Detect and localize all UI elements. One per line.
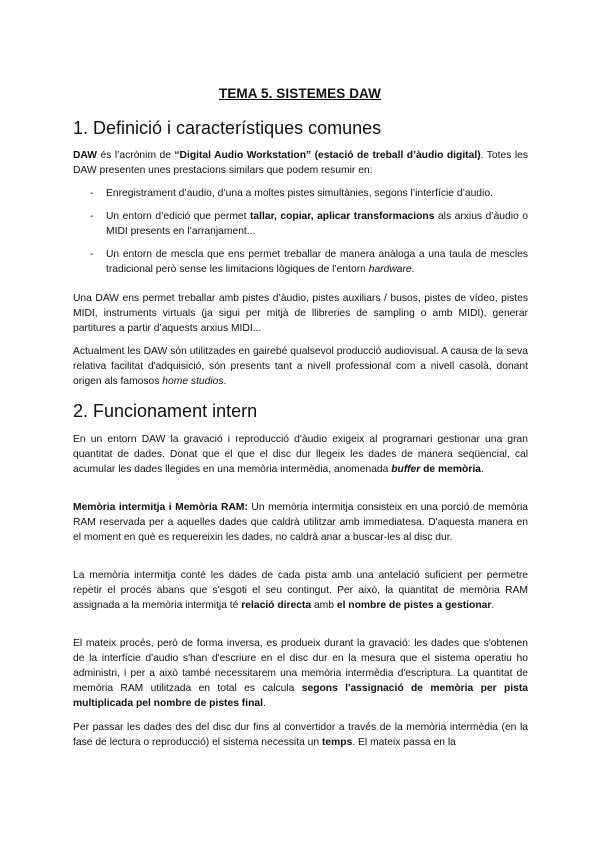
text: amb: [311, 600, 337, 611]
text: .: [411, 264, 415, 275]
bold-text: segons l'assignació de memòria per pista multiplicada pel nombre de pistes final: [73, 683, 528, 709]
text: La memòria intermitja conté les dades de cada pista amb una antelació suficient per permetre repetir el procés abans que s'esgoti el seu contingut. Per això, la quantitat de memòria RAM assignada a la memòria intermitja té: [73, 570, 528, 611]
list-item: [73, 209, 528, 239]
text: Enregistrament d’audio, d’una a moltes pistes simultànies, segons l’interfície d’audio.: [106, 188, 493, 199]
s1-feature-list: [73, 186, 528, 277]
bold-text: temps: [321, 737, 353, 748]
s1-paragraph-3: [73, 344, 528, 389]
italic-text: hardware: [368, 264, 412, 275]
text: als arxius d’àudio o MIDI presents en l’arranjament...: [106, 211, 528, 237]
text: és l’acrònim de: [97, 150, 175, 161]
text: En un entorn DAW la gravació i reproducció d'àudio exigeix al programari gestionar una gran quantitat de dades. Donat que el que el disc dur llegeix les dades de manera seqüencial, cal acumular les dades llegides en una memòria intermèdia, anomenada: [73, 434, 528, 475]
bold-text: el nombre de pistes a gestionar: [336, 600, 492, 611]
s2-paragraph-4: [73, 636, 528, 711]
daw-expansion: “Digital Audio Workstation” (estació de treball d’àudio digital): [174, 150, 481, 161]
text: .: [223, 376, 227, 387]
list-item: [73, 247, 528, 277]
s2-paragraph-2: [73, 500, 528, 545]
s2-paragraph-5: [73, 720, 528, 750]
text: . Totes les DAW presenten unes prestacions similars que podem resumir en:: [73, 150, 528, 176]
dash-bullet: -: [90, 188, 94, 199]
list-item: [73, 186, 528, 201]
section-2-heading: 2. Funcionament intern: [73, 401, 258, 421]
text: .: [491, 600, 495, 611]
section-1-heading: 1. Definició i característiques comunes: [73, 118, 382, 138]
bold-text: Memòria intermitja i Memòria RAM:: [73, 502, 248, 513]
s1-paragraph-2: Una DAW ens permet treballar amb pistes d’àudio, pistes auxiliars / busos, pistes de vídeo, pistes MIDI, instruments virtuals (ja sigui per mitjà de llibreries de sampling o amb MIDI), generar partitures a partir d’aquests arxius MIDI...: [73, 293, 528, 334]
text: Un entorn de mescla que ens permet treballar de manera anàloga a una taula de mescles tradicional però sense les limitacions lògiques de l’entorn: [106, 249, 528, 275]
bold-text: de memòria: [420, 464, 481, 475]
document-title: TEMA 5. SISTEMES DAW: [218, 86, 382, 101]
text: Un memòria intermitja consisteix en una porció de memòria RAM reservada per a aquelles dades que caldrà utilitzar amb immediatesa. D'aquesta manera en el moment en què es requereixin les dades, no caldrà anar a buscar-les al disc dur.: [73, 502, 529, 543]
italic-text: home studios: [162, 376, 224, 387]
dash-bullet: -: [90, 249, 94, 260]
s1-intro-paragraph: [73, 148, 528, 178]
bold-text: tallar, copiar, aplicar transformacions: [249, 211, 435, 222]
bold-text: relació directa: [241, 600, 312, 611]
text: .: [480, 464, 484, 475]
text: . El mateix passa en la: [352, 737, 456, 748]
s2-paragraph-3: [73, 568, 528, 613]
s2-paragraph-1: [73, 432, 528, 477]
text: Per passar les dades des del disc dur fins al convertidor a través de la memòria intermèdia (en la fase de lectura o reproducció) el sistema necessita un: [73, 722, 528, 748]
dash-bullet: -: [90, 211, 94, 222]
text: El mateix procés, però de forma inversa, es produeix durant la gravació: les dades que s'obtenen de la interfície d'audio s'han d'escriure en el disc dur en la mesura que el sistema operatiu ho administri, i per a això també necessitarem una memòria intermèdia d'escriptura. La quantitat de memòria RAM utilitzada en total es calcula: [73, 638, 528, 694]
bold-italic-text: buffer: [391, 464, 421, 475]
text: Actualment les DAW són utilitzades en gairebé qualsevol producció audiovisual. A causa de la seva relativa facilitat d'adquisició, són presents tant a nivell professional com a nivell casolà, donant origen als famosos: [73, 346, 528, 387]
text: Un entorn d’edició que permet: [106, 211, 250, 222]
daw-term: DAW: [73, 150, 98, 161]
text: .: [262, 698, 266, 709]
